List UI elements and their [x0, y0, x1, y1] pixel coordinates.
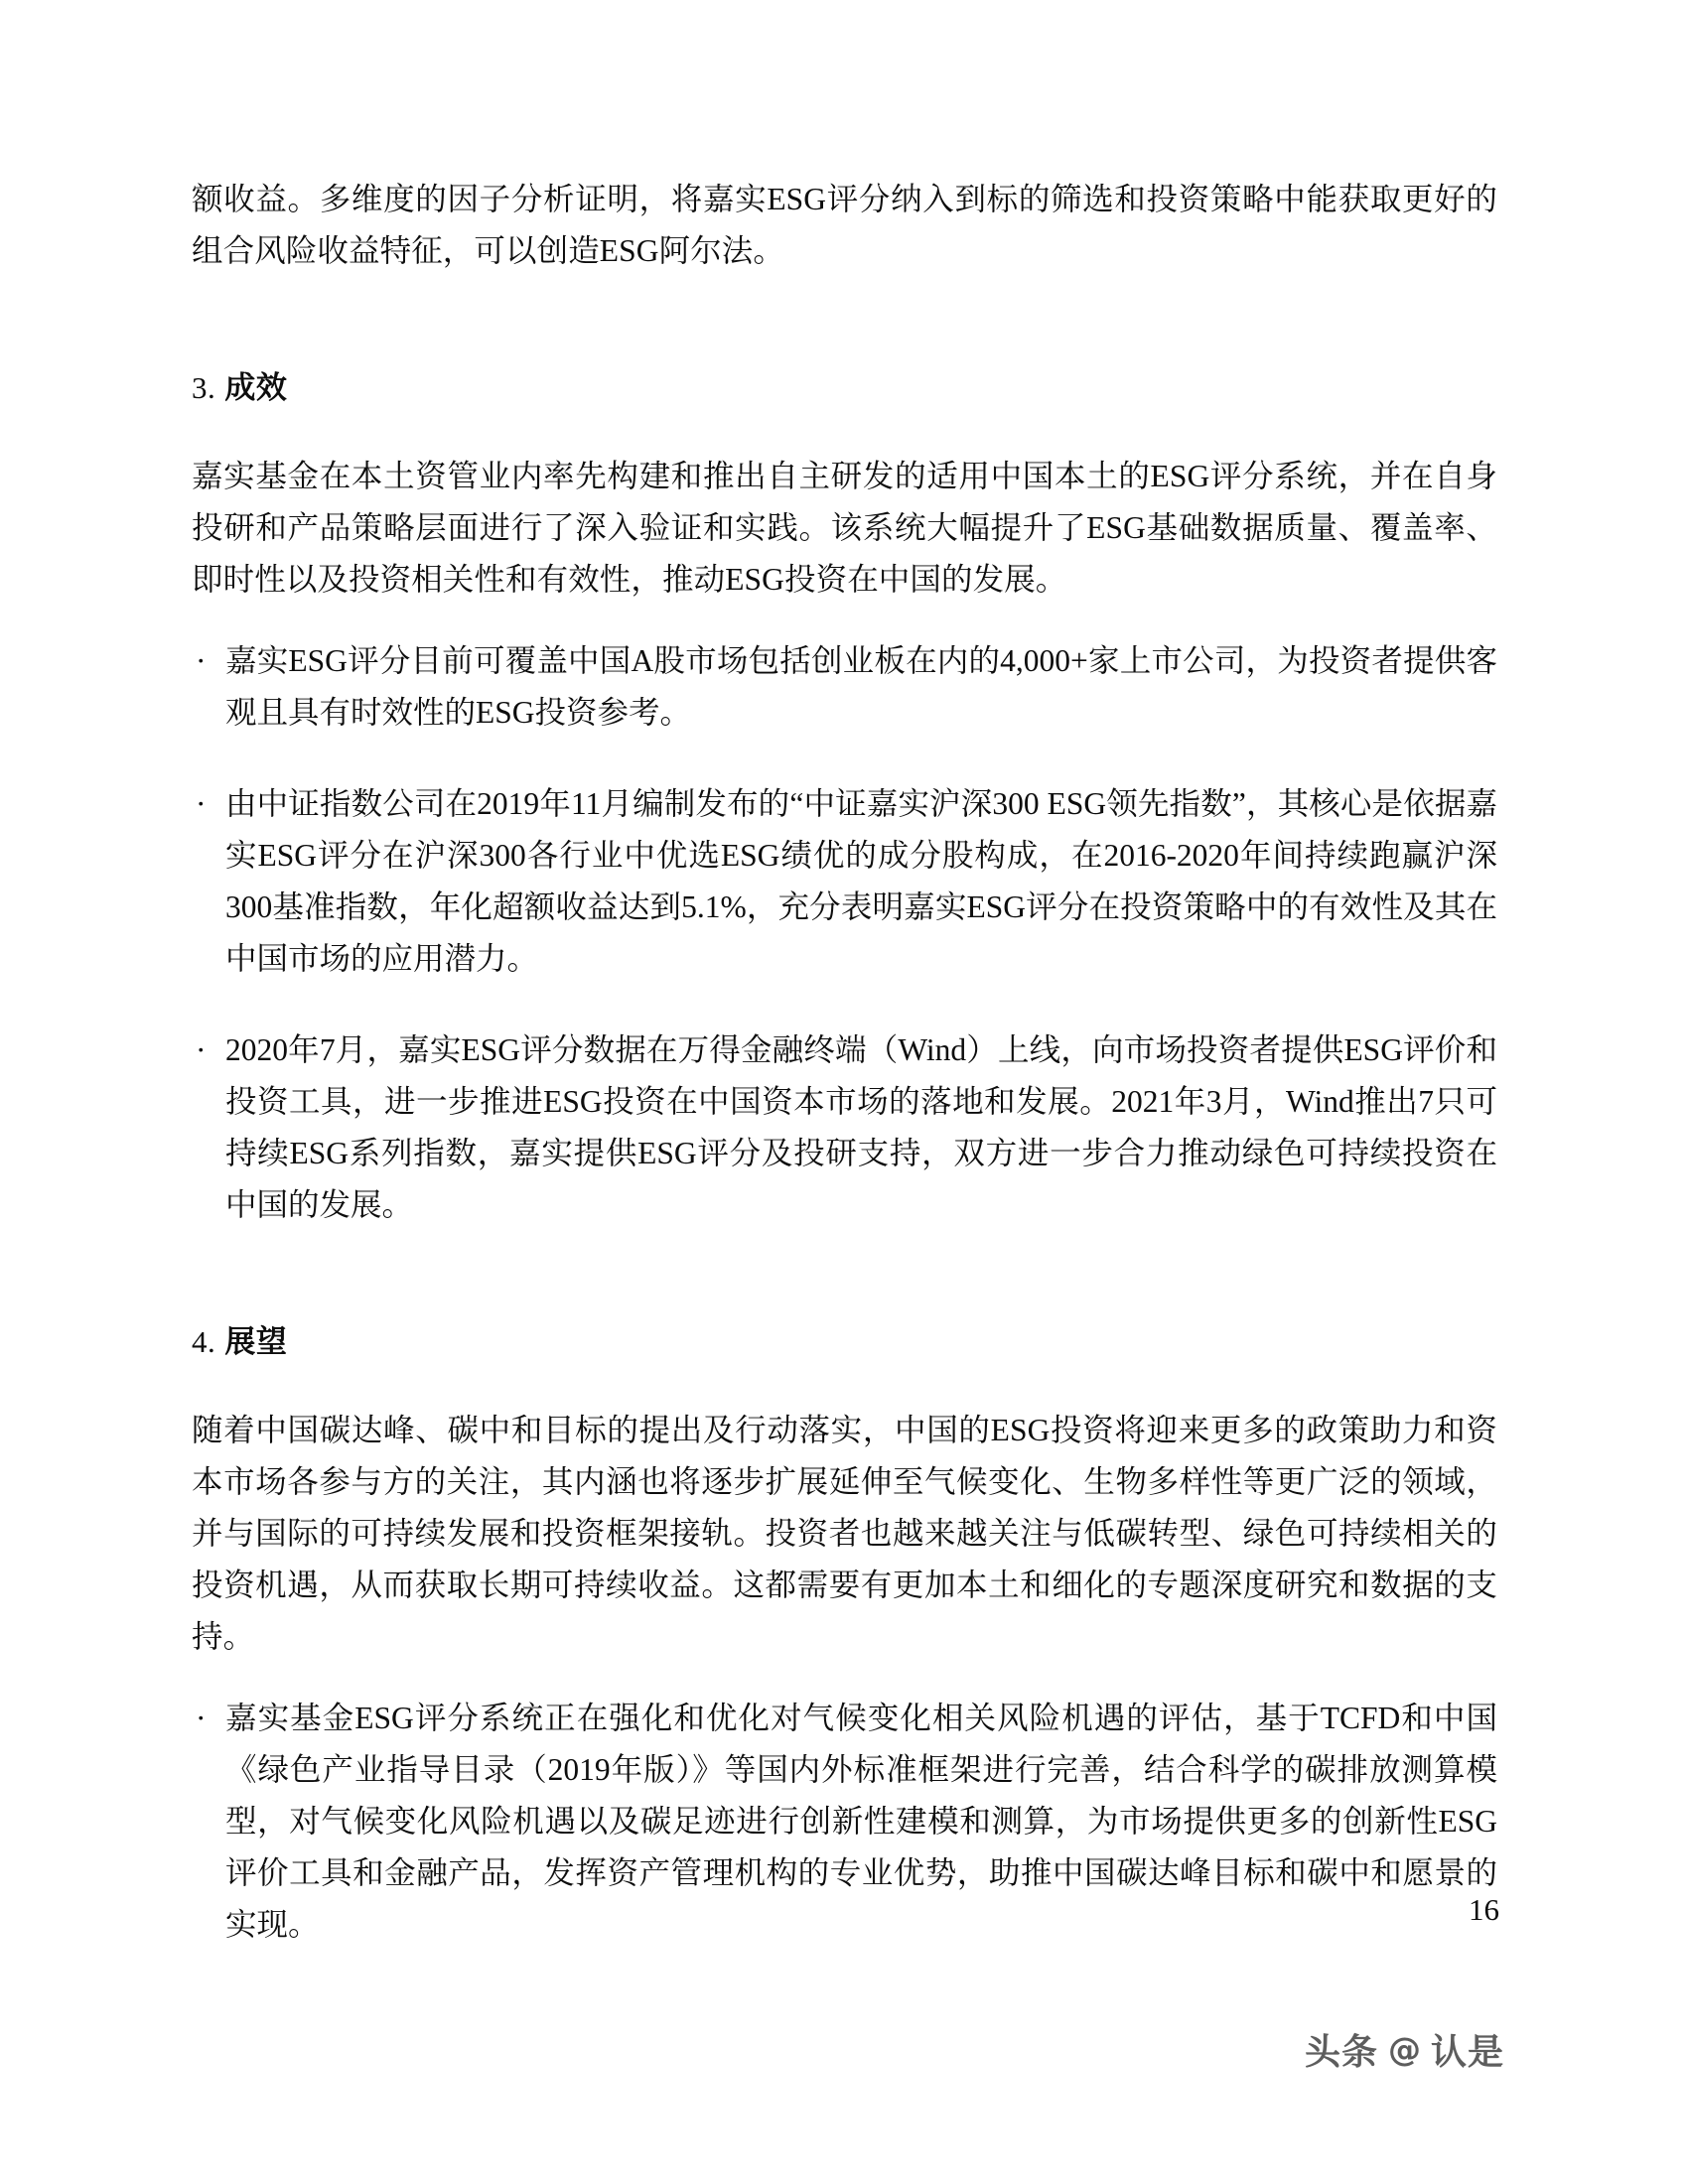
page-number: 16 [1469, 1892, 1499, 1927]
watermark-at-symbol: @ [1387, 2030, 1421, 2069]
list-item-text: 由中证指数公司在2019年11月编制发布的“中证嘉实沪深300 ESG领先指数”，其核心是依据嘉实ESG评分在沪深300各行业中优选ESG绩优的成分股构成，在2016-2020年间持续跑赢沪深300基准指数，年化超额收益达到5.1%，充分表明嘉实ESG评分在投资策略中的有效性及其在中国市场的应用潜力。 [225, 786, 1497, 976]
list-item-text: 嘉实基金ESG评分系统正在强化和优化对气候变化相关风险机遇的评估，基于TCFD和中国《绿色产业指导目录（2019年版）》等国内外标准框架进行完善，结合科学的碳排放测算模型，对气候变化风险机遇以及碳足迹进行创新性建模和测算，为市场提供更多的创新性ESG评价工具和金融产品，发挥资产管理机构的专业优势，助推中国碳达峰目标和碳中和愿景的实现。 [225, 1701, 1497, 1942]
list-item-text: 2020年7月，嘉实ESG评分数据在万得金融终端（Wind）上线，向市场投资者提供ESG评价和投资工具，进一步推进ESG投资在中国资本市场的落地和发展。2021年3月，Wind推出7只可持续ESG系列指数，嘉实提供ESG评分及投研支持，双方进一步合力推动绿色可持续投资在中国的发展。 [225, 1032, 1497, 1222]
bullet-dot-icon: · [196, 1032, 207, 1067]
bullet-dot-icon: · [196, 643, 207, 678]
spacer [192, 606, 1497, 635]
list-item [192, 635, 1497, 739]
section-number-3: 3. [192, 370, 216, 405]
spacer [192, 1663, 1497, 1693]
bullet-dot-icon: · [196, 1701, 207, 1735]
section-3-bullet-list [192, 635, 1497, 1231]
spacer [192, 1361, 1497, 1405]
list-item [192, 1693, 1497, 1951]
section-number-4: 4. [192, 1324, 216, 1359]
page-content [192, 174, 1497, 1951]
section-3-intro-paragraph: 嘉实基金在本土资管业内率先构建和推出自主研发的适用中国本土的ESG评分系统，并在自身投研和产品策略层面进行了深入验证和实践。该系统大幅提升了ESG基础数据质量、覆盖率、即时性以及投资相关性和有效性，推动ESG投资在中国的发展。 [192, 459, 1497, 597]
spacer [192, 407, 1497, 451]
spacer [192, 1231, 1497, 1316]
list-item [192, 1024, 1497, 1231]
list-item [192, 778, 1497, 985]
section-4-intro-paragraph: 随着中国碳达峰、碳中和目标的提出及行动落实，中国的ESG投资将迎来更多的政策助力和资本市场各参与方的关注，其内涵也将逐步扩展延伸至气候变化、生物多样性等更广泛的领域，并与国际的可持续发展和投资框架接轨。投资者也越来越关注与低碳转型、绿色可持续相关的投资机遇，从而获取长期可持续收益。这都需要有更加本土和细化的专题深度研究和数据的支持。 [192, 1413, 1497, 1654]
spacer [192, 277, 1497, 362]
section-heading-3 [192, 362, 1497, 407]
watermark-brand: 认是 [1430, 2032, 1504, 2073]
section-4-bullet-list [192, 1693, 1497, 1951]
section-title-3: 成效 [224, 370, 288, 405]
watermark [1305, 2024, 1504, 2075]
section-title-4: 展望 [224, 1324, 288, 1359]
intro-paragraph: 额收益。多维度的因子分析证明，将嘉实ESG评分纳入到标的筛选和投资策略中能获取更好的组合风险收益特征，可以创造ESG阿尔法。 [192, 182, 1497, 268]
watermark-prefix: 头条 [1304, 2032, 1378, 2073]
list-item-text: 嘉实ESG评分目前可覆盖中国A股市场包括创业板在内的4,000+家上市公司，为投资者提供客观且具有时效性的ESG投资参考。 [225, 643, 1497, 730]
bullet-dot-icon: · [196, 786, 207, 821]
section-heading-4 [192, 1316, 1497, 1361]
